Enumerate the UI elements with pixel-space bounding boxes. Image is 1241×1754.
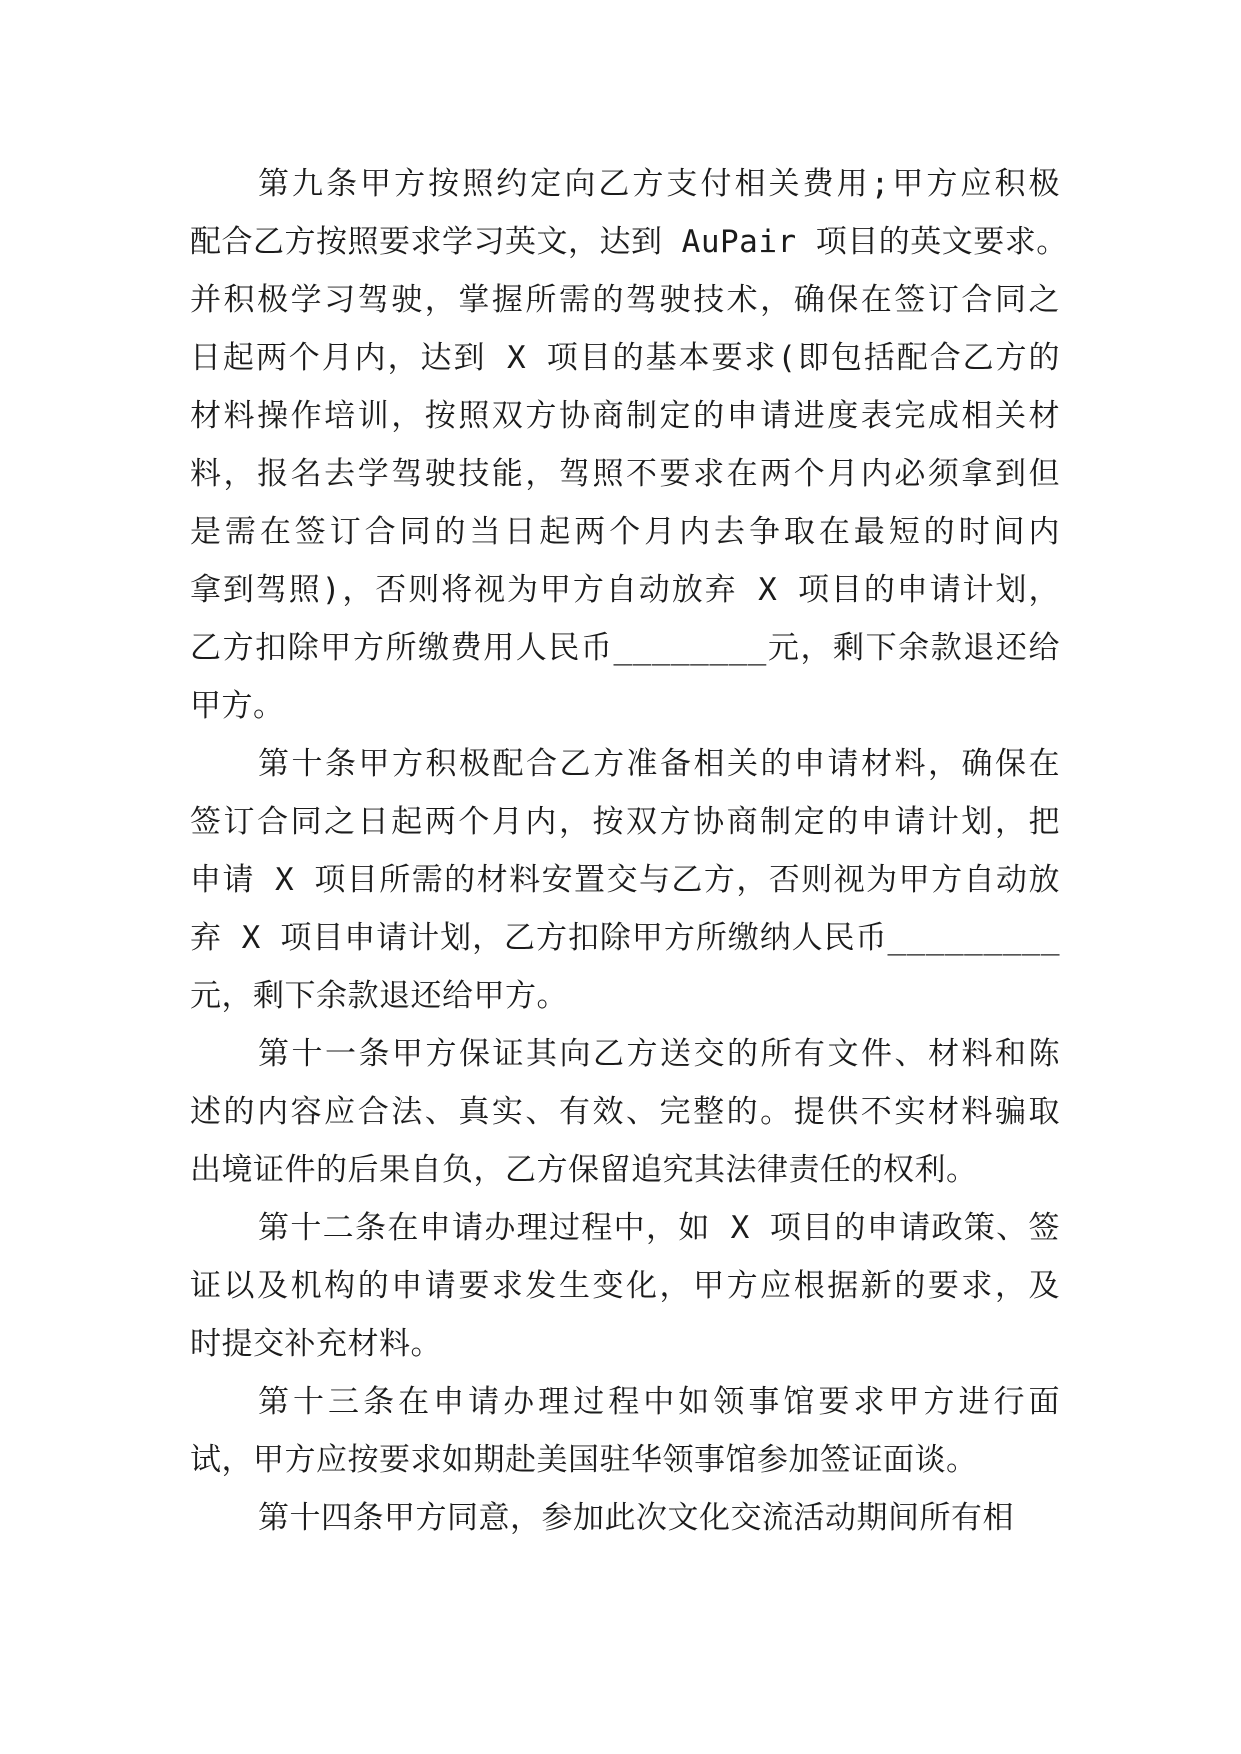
text-line: 第十四条甲方同意，参加此次文化交流活动期间所有相 bbox=[258, 1500, 1014, 1536]
text-line: 第十二条在申请办理过程中，如 X 项目的申请政策、签 bbox=[258, 1210, 1060, 1246]
document-body bbox=[190, 155, 1068, 1547]
text-line: 时提交补充材料。 bbox=[190, 1326, 442, 1362]
text-line: 第九条甲方按照约定向乙方支付相关费用;甲方应积极 bbox=[258, 166, 1060, 202]
text-line: 是需在签订合同的当日起两个月内去争取在最短的时间内 bbox=[190, 514, 1060, 550]
text-line: 试，甲方应按要求如期赴美国驻华领事馆参加签证面谈。 bbox=[190, 1442, 978, 1478]
text-line: 弃 X 项目申请计划，乙方扣除甲方所缴纳人民币_________ bbox=[190, 920, 1060, 956]
text-line: 配合乙方按照要求学习英文，达到 AuPair 项目的英文要求。 bbox=[190, 224, 1068, 260]
paragraph-article-10 bbox=[190, 735, 1060, 1025]
text-line: 第十条甲方积极配合乙方准备相关的申请材料，确保在 bbox=[258, 746, 1060, 782]
text-line: 签订合同之日起两个月内，按双方协商制定的申请计划，把 bbox=[190, 804, 1060, 840]
text-line: 日起两个月内，达到 X 项目的基本要求(即包括配合乙方的 bbox=[190, 340, 1060, 376]
text-line: 甲方。 bbox=[190, 688, 285, 724]
text-line: 料，报名去学驾驶技能，驾照不要求在两个月内必须拿到但 bbox=[190, 456, 1060, 492]
paragraph-article-11 bbox=[190, 1025, 1060, 1199]
paragraph-article-14 bbox=[190, 1489, 1060, 1547]
paragraph-article-9 bbox=[190, 155, 1068, 735]
text-line: 第十一条甲方保证其向乙方送交的所有文件、材料和陈 bbox=[258, 1036, 1060, 1072]
text-line: 乙方扣除甲方所缴费用人民币________元，剩下余款退还给 bbox=[190, 630, 1060, 666]
text-line: 元，剩下余款退还给甲方。 bbox=[190, 978, 568, 1014]
text-line: 材料操作培训，按照双方协商制定的申请进度表完成相关材 bbox=[190, 398, 1060, 434]
text-line: 并积极学习驾驶，掌握所需的驾驶技术，确保在签订合同之 bbox=[190, 282, 1060, 318]
text-line: 述的内容应合法、真实、有效、完整的。提供不实材料骗取 bbox=[190, 1094, 1060, 1130]
text-line: 出境证件的后果自负，乙方保留追究其法律责任的权利。 bbox=[190, 1152, 978, 1188]
text-line: 申请 X 项目所需的材料安置交与乙方，否则视为甲方自动放 bbox=[190, 862, 1060, 898]
text-line: 拿到驾照)，否则将视为甲方自动放弃 X 项目的申请计划， bbox=[190, 572, 1060, 608]
text-line: 第十三条在申请办理过程中如领事馆要求甲方进行面 bbox=[258, 1384, 1060, 1420]
paragraph-article-13 bbox=[190, 1373, 1060, 1489]
text-line: 证以及机构的申请要求发生变化，甲方应根据新的要求，及 bbox=[190, 1268, 1060, 1304]
paragraph-article-12 bbox=[190, 1199, 1060, 1373]
